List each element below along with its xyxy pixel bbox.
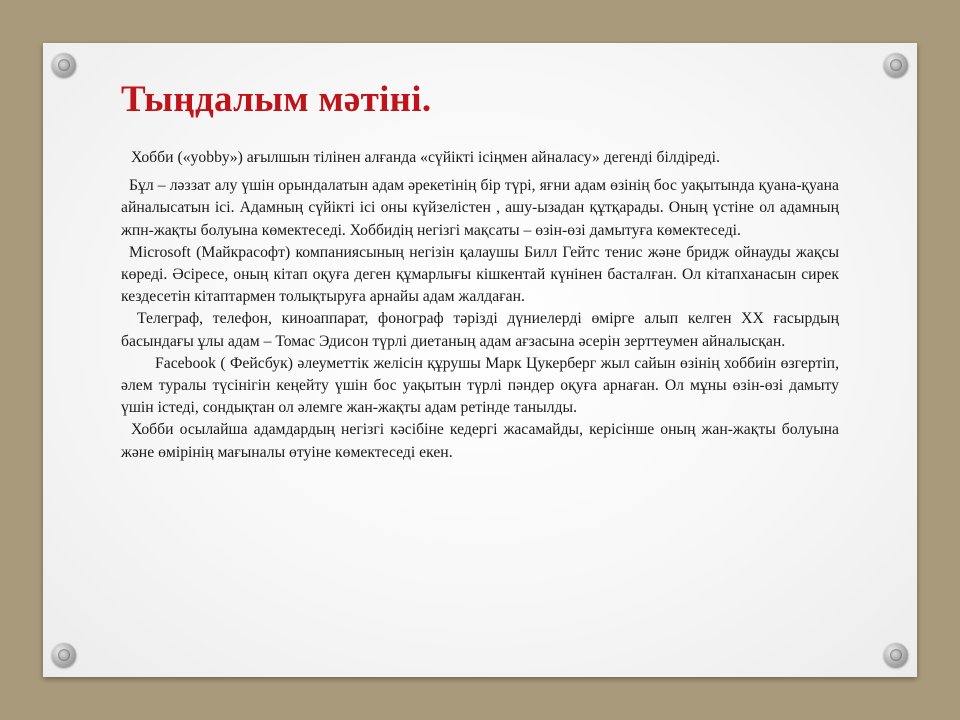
- paragraph-conclusion: Хобби осылайша адамдардың негізгі кәсібіне кедергі жасамайды, керісінше оның жан-жақты болуына және өмірінің мағыналы өтуіне көмектеседі екен.: [121, 421, 839, 461]
- slide-card: [43, 43, 917, 677]
- slide-body: [121, 147, 839, 464]
- paragraph-purpose: Бұл – ләззат алу үшін орындалатын адам әрекетінің бір түрі, яғни адам өзінің бос уақытында қуана-қуана айналысатын ісі. Адамның сүйікті ісі оны күйзелістен , ашу-ызадан құтқарады. Оның үстіне ол адамның жпн-жақты болуына көмектеседі. Хоббидің негізгі мақсаты – өзін-өзі дамытуға көмектеседі.: [121, 177, 839, 239]
- pin-icon: [884, 643, 908, 667]
- paragraph-edison: Телеграф, телефон, киноаппарат, фонограф тәрізді дүниелерді өмірге алып келген XX ғасырдың басындағы ұлы адам – Томас Эдисон түрлі диетаның адам ағзасына әсерін зерттеумен айналысқан.: [121, 310, 839, 350]
- pin-icon: [52, 53, 76, 77]
- paragraph-definition: Хобби («yobby») ағылшын тілінен алғанда «сүйікті ісіңмен айналасу» дегенді білдіреді.: [131, 149, 720, 166]
- pin-icon: [884, 53, 908, 77]
- paragraph-zuckerberg: Facebook ( Фейсбук) әлеуметтік желісін құрушы Марк Цукерберг жыл сайын өзінің хоббиін өзгертіп, әлем туралы түсінігін кеңейту үшін бос уақытын түрлі пәндер оқуға арнаған. Ол мұны өзін-өзі дамыту үшін істеді, сондықтан ол әлемге жан-жақты адам ретінде танылды.: [121, 354, 839, 417]
- paragraph-bill-gates: Microsoft (Майкрасофт) компаниясының негізін қалаушы Билл Гейтс тенис және бридж ойнауды жақсы көреді. Әсіресе, оның кітап оқуға деген құмарлығы кішкентай күнінен басталған. Ол кітапханасын сирек кездесетін кітаптармен толықтыруға арнайы адам жалдаған.: [121, 243, 839, 306]
- slide-title: Тыңдалым мәтіні.: [121, 79, 432, 120]
- pin-icon: [52, 643, 76, 667]
